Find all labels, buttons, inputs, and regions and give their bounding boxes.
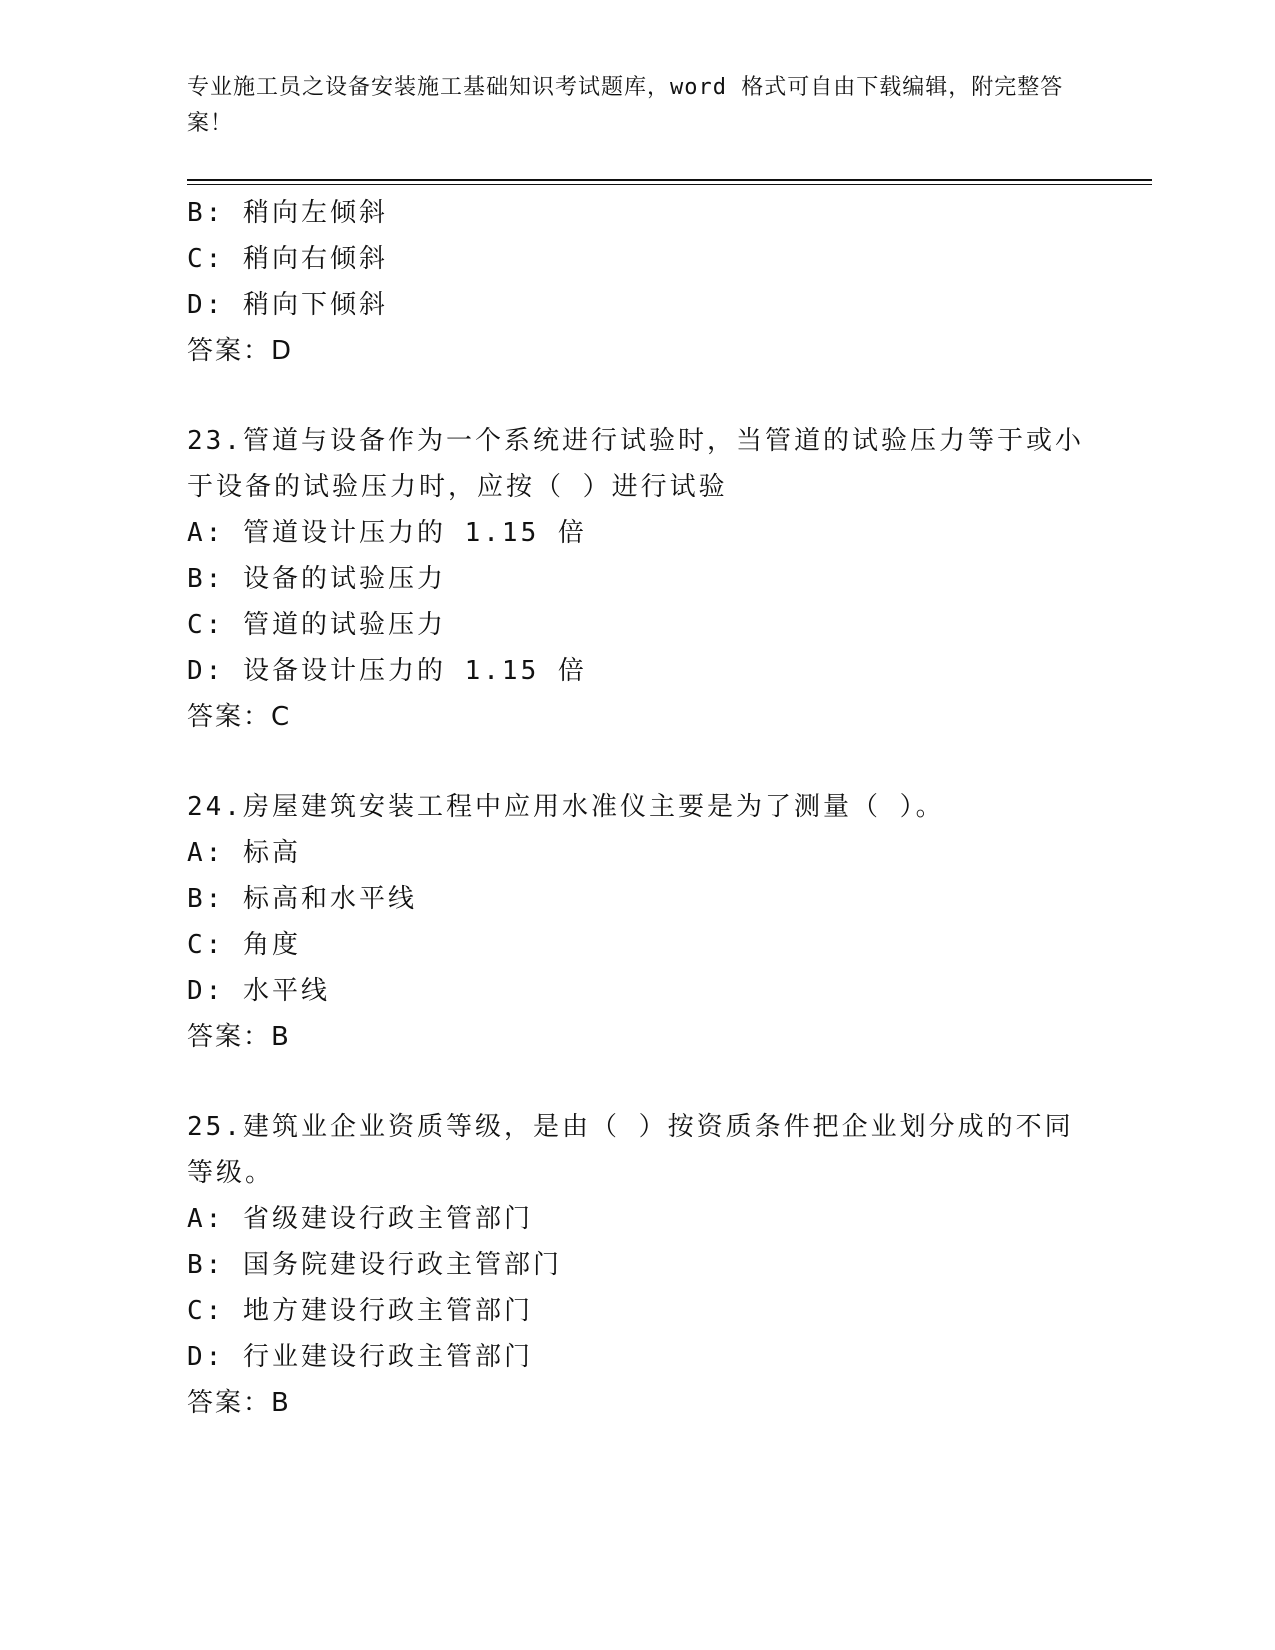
option-b: B: 稍向左倾斜 <box>187 198 388 228</box>
answer-line: 答案：C <box>187 702 292 732</box>
question-text-line: 23.管道与设备作为一个系统进行试验时，当管道的试验压力等于或小 <box>187 426 1084 456</box>
option-c: C: 管道的试验压力 <box>187 610 446 640</box>
option-a: A: 标高 <box>187 838 301 868</box>
question-content <box>187 190 1087 1426</box>
header-divider-thin <box>187 184 1152 185</box>
question-text-line: 于设备的试验压力时，应按（ ）进行试验 <box>187 472 728 502</box>
question-25 <box>187 1104 1087 1426</box>
option-b: B: 标高和水平线 <box>187 884 417 914</box>
answer-line: 答案：B <box>187 1388 291 1418</box>
option-a: A: 省级建设行政主管部门 <box>187 1204 533 1234</box>
option-b: B: 国务院建设行政主管部门 <box>187 1250 562 1280</box>
option-d: D: 行业建设行政主管部门 <box>187 1342 533 1372</box>
option-b: B: 设备的试验压力 <box>187 564 446 594</box>
option-c: C: 角度 <box>187 930 301 960</box>
answer-line: 答案：D <box>187 336 294 366</box>
option-a: A: 管道设计压力的 1.15 倍 <box>187 518 587 548</box>
option-c: C: 地方建设行政主管部门 <box>187 1296 533 1326</box>
option-c: C: 稍向右倾斜 <box>187 244 388 274</box>
question-text-line: 24.房屋建筑安装工程中应用水准仪主要是为了测量（ ）。 <box>187 792 945 822</box>
answer-line: 答案：B <box>187 1022 291 1052</box>
question-23 <box>187 418 1087 740</box>
header-title: 专业施工员之设备安装施工基础知识考试题库，word 格式可自由下载编辑，附完整答案！ <box>187 75 1064 136</box>
document-header <box>187 70 1067 142</box>
question-24 <box>187 784 1087 1060</box>
question-text-line: 等级。 <box>187 1158 275 1188</box>
question-text-line: 25.建筑业企业资质等级，是由（ ）按资质条件把企业划分成的不同 <box>187 1112 1074 1142</box>
option-d: D: 设备设计压力的 1.15 倍 <box>187 656 587 686</box>
question-22-continuation <box>187 190 1087 374</box>
option-d: D: 稍向下倾斜 <box>187 290 388 320</box>
option-d: D: 水平线 <box>187 976 330 1006</box>
header-divider-thick <box>187 179 1152 181</box>
